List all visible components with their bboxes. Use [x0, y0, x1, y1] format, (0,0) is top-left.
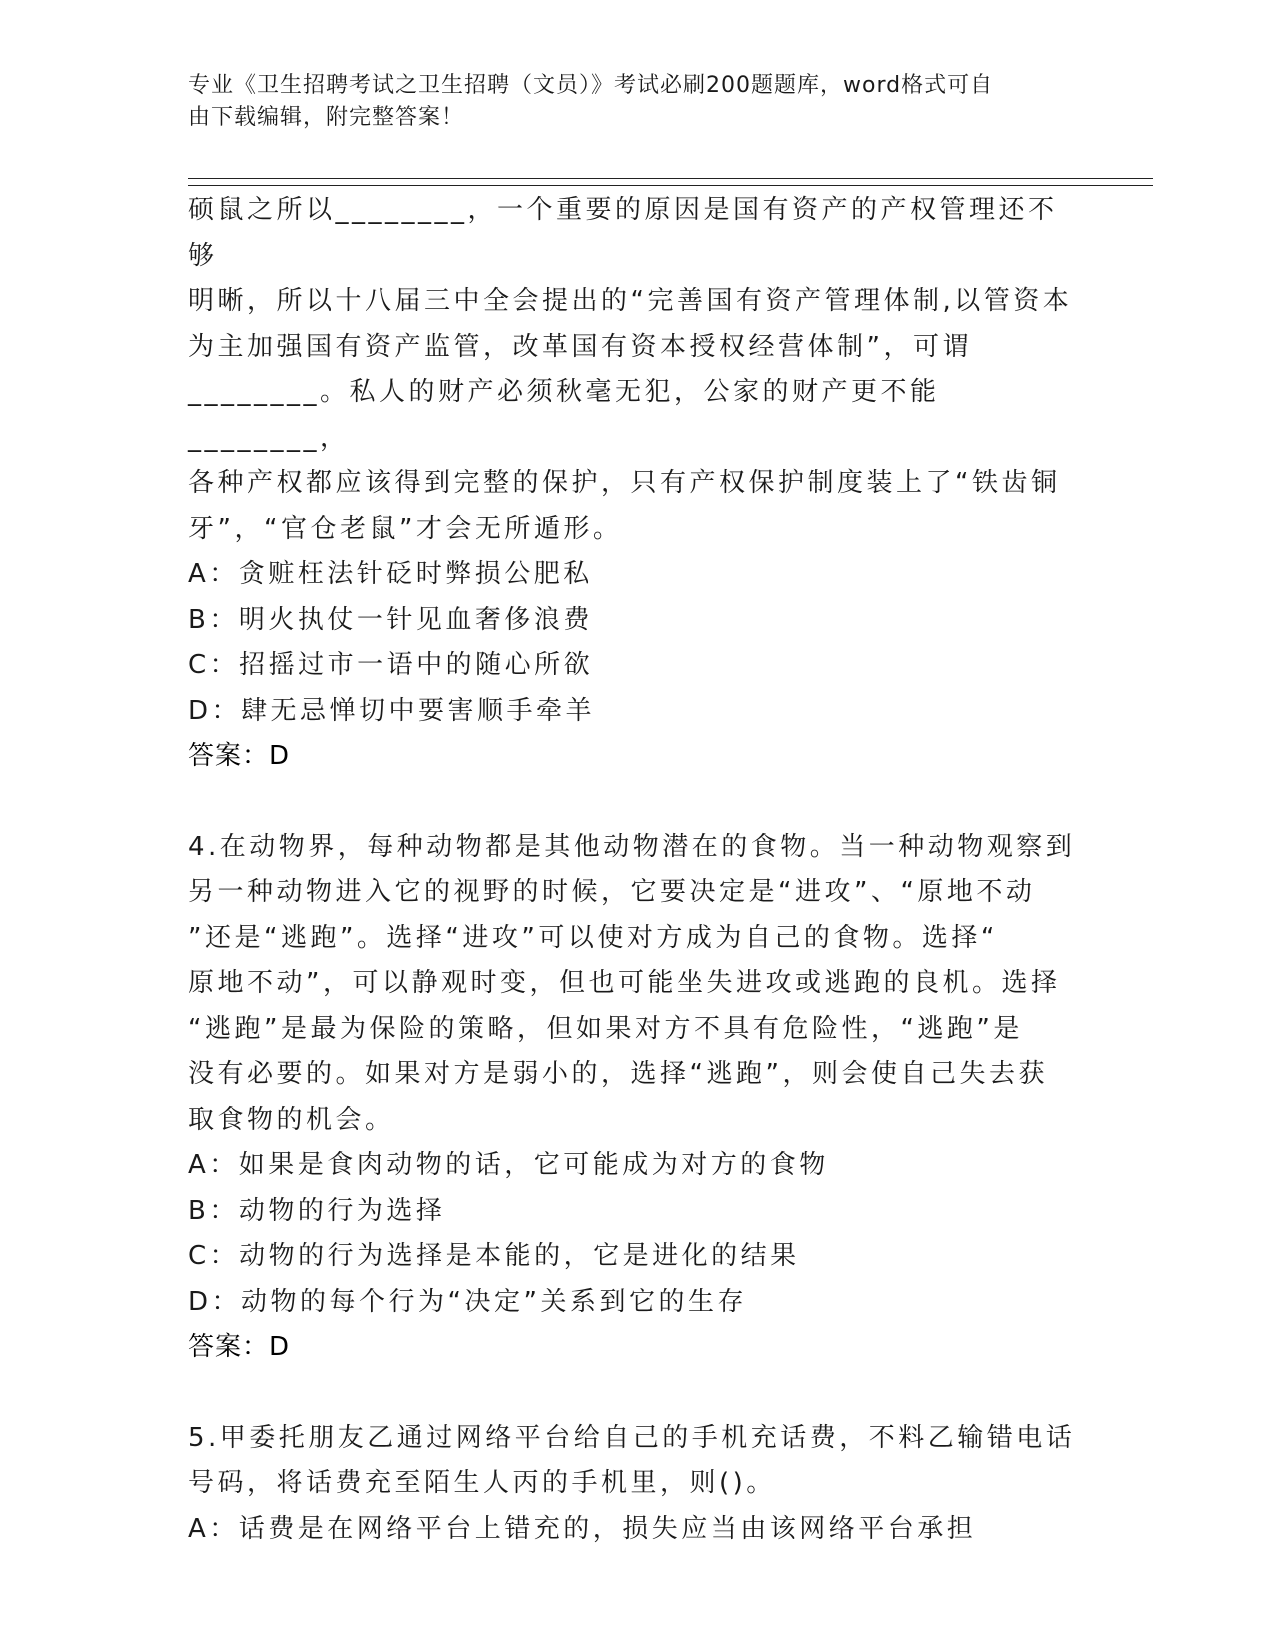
answer-line: 答案：D [188, 1332, 291, 1362]
question-stem-line: “逃跑”是最为保险的策略，但如果对方不具有危险性，“逃跑”是 [188, 1013, 1023, 1044]
option-b: B：动物的行为选择 [188, 1195, 446, 1226]
question-5 [188, 1416, 1078, 1553]
question-stem-line: 牙”，“官仓老鼠”才会无所遁形。 [188, 513, 623, 544]
question-stem-line: 为主加强国有资产监管，改革国有资本授权经营体制”，可谓 [188, 331, 972, 362]
question-stem-line: 号码，将话费充至陌生人丙的手机里，则()。 [188, 1468, 776, 1498]
question-4 [188, 825, 1078, 1371]
question-stem-line: 另一种动物进入它的视野的时候，它要决定是“进攻”、“原地不动 [188, 877, 1036, 907]
question-stem-line: ”还是“逃跑”。选择“进攻”可以使对方成为自己的食物。选择“ [188, 922, 998, 953]
option-a: A：贪赃枉法针砭时弊损公肥私 [188, 559, 593, 589]
option-b: B：明火执仗一针见血奢侈浪费 [188, 604, 593, 635]
question-stem-line: ________。私人的财产必须秋毫无犯，公家的财产更不能________， [188, 377, 940, 453]
option-d: D：动物的每个行为“决定”关系到它的生存 [188, 1286, 747, 1317]
option-c: C：招摇过市一语中的随心所欲 [188, 650, 594, 680]
question-stem-line: 各种产权都应该得到完整的保护，只有产权保护制度装上了“铁齿铜 [188, 468, 1061, 498]
document-body [188, 188, 1078, 1552]
option-c: C：动物的行为选择是本能的，它是进化的结果 [188, 1241, 800, 1271]
question-stem-line: 没有必要的。如果对方是弱小的，选择“逃跑”，则会使自己失去获 [188, 1059, 1048, 1089]
page-header [188, 70, 1078, 134]
option-d: D：肆无忌惮切中要害顺手牵羊 [188, 695, 596, 726]
question-stem-line: 取食物的机会。 [188, 1104, 395, 1135]
header-divider [188, 178, 1153, 186]
question-stem-line: 原地不动”，可以静观时变，但也可能坐失进攻或逃跑的良机。选择 [188, 968, 1061, 998]
answer-line: 答案：D [188, 741, 291, 771]
option-a: A：话费是在网络平台上错充的，损失应当由该网络平台承担 [188, 1513, 977, 1544]
header-line-1: 专业《卫生招聘考试之卫生招聘（文员）》考试必刷200题题库，word格式可自 [188, 73, 994, 98]
question-3 [188, 188, 1078, 780]
spacer [188, 780, 1078, 825]
question-stem-line: 4.在动物界，每种动物都是其他动物潜在的食物。当一种动物观察到 [188, 831, 1076, 862]
question-stem-line: 硕鼠之所以________，一个重要的原因是国有资产的产权管理还不够 [188, 195, 1058, 271]
option-a: A：如果是食肉动物的话，它可能成为对方的食物 [188, 1150, 829, 1180]
spacer [188, 1371, 1078, 1416]
question-stem-line: 明晰，所以十八届三中全会提出的“完善国有资产管理体制,以管资本 [188, 286, 1073, 316]
question-stem-line: 5.甲委托朋友乙通过网络平台给自己的手机充话费，不料乙输错电话 [188, 1422, 1076, 1453]
header-line-2: 由下载编辑，附完整答案！ [188, 105, 465, 130]
